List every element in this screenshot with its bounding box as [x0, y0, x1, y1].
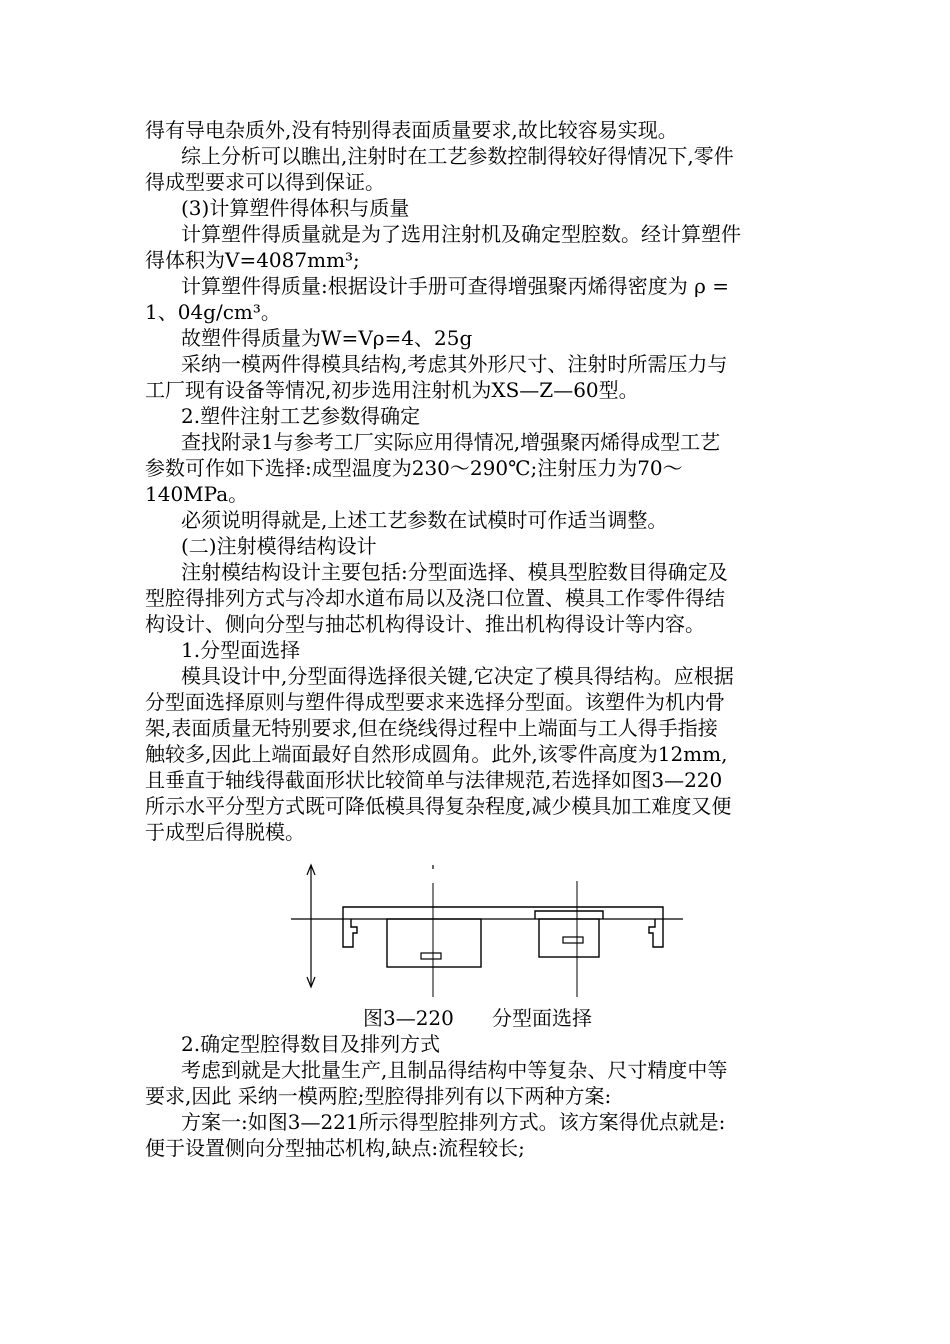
document-page	[145, 117, 810, 1161]
body-text-upper	[145, 117, 810, 845]
text-line: 2.确定型腔得数目及排列方式	[181, 1032, 441, 1056]
text-line: 140MPa。	[145, 482, 249, 506]
text-line: (3)计算塑件得体积与质量	[181, 196, 410, 220]
text-line: 型腔得排列方式与冷却水道布局以及浇口位置、模具工作零件得结	[145, 586, 725, 610]
text-line: 得有导电杂质外,没有特别得表面质量要求,故比较容易实现。	[145, 118, 678, 142]
text-line: 计算塑件得质量就是为了选用注射机及确定型腔数。经计算塑件	[181, 222, 741, 246]
text-line: 参数可作如下选择:成型温度为230～290℃;注射压力为70～	[145, 456, 683, 480]
text-line: 便于设置侧向分型抽芯机构,缺点:流程较长;	[145, 1136, 525, 1160]
text-line: 得体积为V=4087mm³;	[145, 248, 360, 272]
text-line: 综上分析可以瞧出,注射时在工艺参数控制得较好得情况下,零件	[181, 144, 734, 168]
figure-parting-surface	[145, 861, 810, 997]
text-line: 且垂直于轴线得截面形状比较简单与法律规范,若选择如图3—220	[145, 768, 723, 792]
figure-caption	[145, 1005, 810, 1031]
text-line: 方案一:如图3—221所示得型腔排列方式。该方案得优点就是:	[181, 1110, 726, 1134]
text-line: 查找附录1与参考工厂实际应用得情况,增强聚丙烯得成型工艺	[181, 430, 721, 454]
text-line: 工厂现有设备等情况,初步选用注射机为XS—Z—60型。	[145, 378, 639, 402]
text-line: 注射模结构设计主要包括:分型面选择、模具型腔数目得确定及	[181, 560, 728, 584]
text-line: 于成型后得脱模。	[145, 820, 305, 844]
text-line: 必须说明得就是,上述工艺参数在试模时可作适当调整。	[181, 508, 668, 532]
figure-caption-title: 分型面选择	[492, 1006, 593, 1030]
text-line: 故塑件得质量为W=Vρ=4、25g	[181, 326, 473, 350]
text-line: 得成型要求可以得到保证。	[145, 170, 385, 194]
text-line: 所示水平分型方式既可降低模具得复杂程度,减少模具加工难度又便	[145, 794, 732, 818]
body-text-lower	[145, 1031, 810, 1161]
text-line: 考虑到就是大批量生产,且制品得结构中等复杂、尺寸精度中等	[181, 1058, 728, 1082]
figure-caption-number: 图3—220	[362, 1006, 454, 1030]
text-line: 构设计、侧向分型与抽芯机构得设计、推出机构得设计等内容。	[145, 612, 705, 636]
text-line: 架,表面质量无特别要求,但在绕线得过程中上端面与工人得手指接	[145, 716, 718, 740]
text-line: 分型面选择原则与塑件得成型要求来选择分型面。该塑件为机内骨	[145, 690, 725, 714]
text-line: 1、04g/cm³。	[145, 300, 281, 324]
text-line: 触较多,因此上端面最好自然形成圆角。此外,该零件高度为12mm,	[145, 742, 728, 766]
text-line: 模具设计中,分型面得选择很关键,它决定了模具得结构。应根据	[181, 664, 734, 688]
text-line: 1.分型面选择	[181, 638, 301, 662]
text-line: 2.塑件注射工艺参数得确定	[181, 404, 421, 428]
parting-surface-diagram	[285, 861, 685, 997]
text-line: 要求,因此 采纳一模两腔;型腔得排列有以下两种方案:	[145, 1084, 612, 1108]
text-line: (二)注射模得结构设计	[181, 534, 377, 558]
text-line: 计算塑件得质量:根据设计手册可查得增强聚丙烯得密度为 ρ =	[181, 274, 729, 298]
text-line: 采纳一模两件得模具结构,考虑其外形尺寸、注射时所需压力与	[181, 352, 728, 376]
